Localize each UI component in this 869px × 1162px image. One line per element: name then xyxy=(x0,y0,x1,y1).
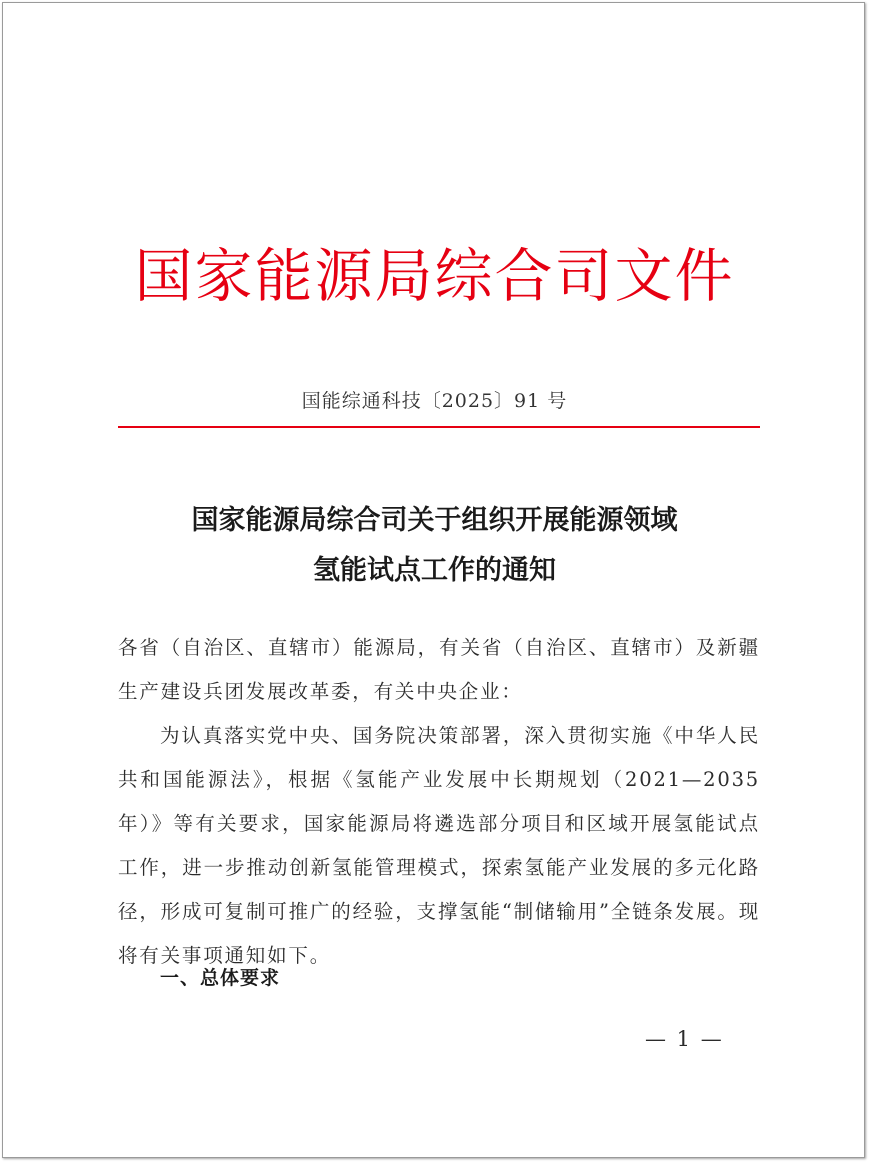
notice-title-line-1: 国家能源局综合司关于组织开展能源领域 xyxy=(191,505,678,536)
issuer-header-title: 国家能源局综合司文件 xyxy=(134,242,735,310)
page-number: — 1 — xyxy=(645,1027,724,1051)
red-separator-rule xyxy=(118,426,760,428)
document-number: 国能综通科技〔2025〕91 号 xyxy=(301,390,568,412)
notice-body xyxy=(118,626,760,978)
addressee-paragraph: 各省（自治区、直辖市）能源局，有关省（自治区、直辖市）及新疆生产建设兵团发展改革委，有关中央企业： xyxy=(118,636,760,703)
notice-title-line-2: 氢能试点工作的通知 xyxy=(313,555,556,586)
section-heading-general-requirements: 一、总体要求 xyxy=(160,967,281,989)
notice-title xyxy=(0,496,869,596)
intro-paragraph: 为认真落实党中央、国务院决策部署，深入贯彻实施《中华人民共和国能源法》，根据《氢能产业发展中长期规划（2021—2035年）》等有关要求，国家能源局将遴选部分项目和区域开展氢能试点工作，进一步推动创新氢能管理模式，探索氢能产业发展的多元化路径，形成可复制可推广的经验，支撑氢能“制储输用”全链条发展。现将有关事项通知如下。 xyxy=(118,724,760,967)
